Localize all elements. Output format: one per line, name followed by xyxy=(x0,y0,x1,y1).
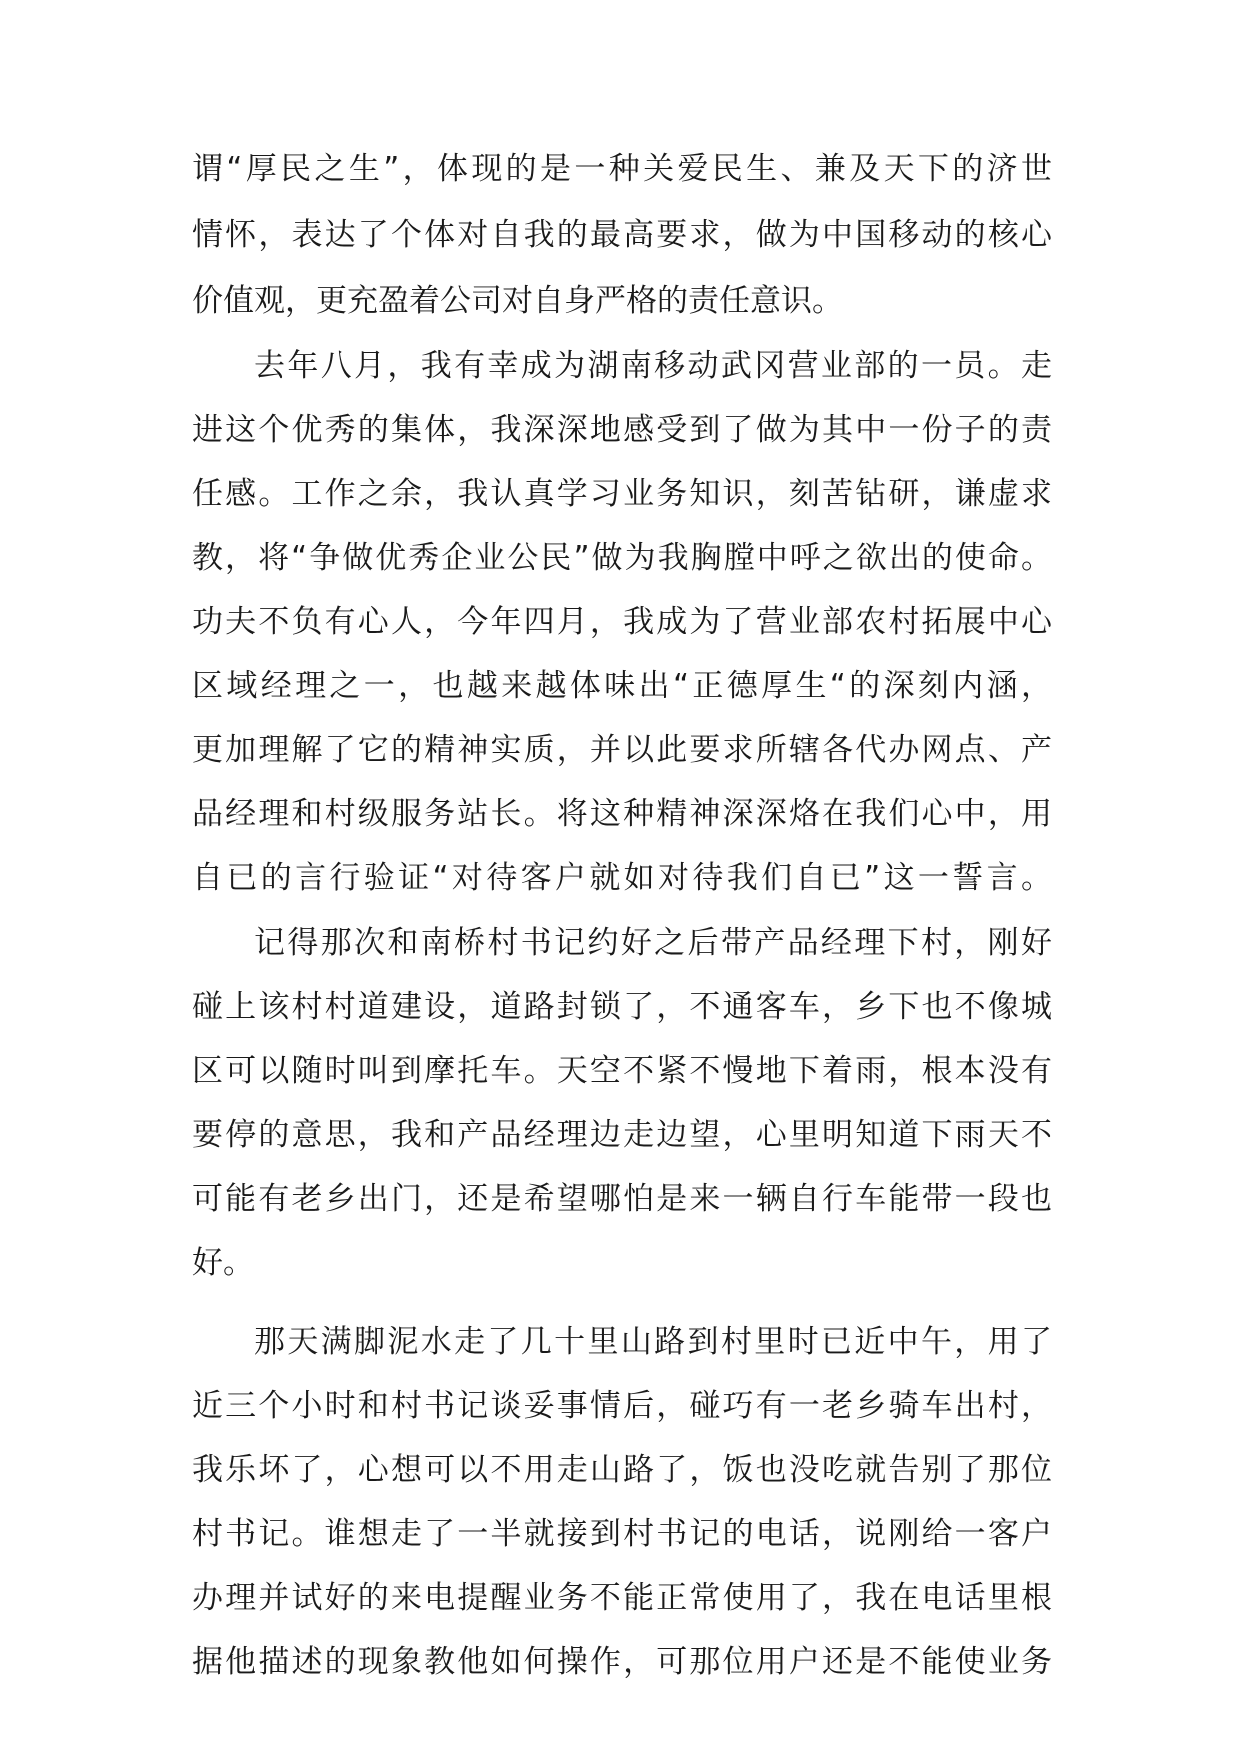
text-line: 可能有老乡出门，还是希望哪怕是来一辆自行车能带一段也 xyxy=(192,1181,1052,1217)
text-line: 办理并试好的来电提醒业务不能正常使用了，我在电话里根 xyxy=(192,1580,1052,1616)
text-line: 区域经理之一，也越来越体味出“正德厚生“的深刻内涵， xyxy=(192,668,1052,704)
text-line: 功夫不负有心人，今年四月，我成为了营业部农村拓展中心 xyxy=(192,604,1052,640)
text-line: 任感。工作之余，我认真学习业务知识，刻苦钻研，谦虚求 xyxy=(192,476,1052,512)
text-line: 碰上该村村道建设，道路封锁了，不通客车，乡下也不像城 xyxy=(192,989,1052,1025)
text-line: 自已的言行验证“对待客户就如对待我们自已”这一誓言。 xyxy=(192,860,1052,896)
text-line: 更加理解了它的精神实质，并以此要求所辖各代办网点、产 xyxy=(192,732,1052,768)
text-line: 谓“厚民之生”，体现的是一种关爱民生、兼及天下的济世 xyxy=(192,151,1052,187)
text-line: 进这个优秀的集体，我深深地感受到了做为其中一份子的责 xyxy=(192,412,1052,448)
text-line: 好。 xyxy=(192,1245,254,1281)
paragraph-first-line: 那天满脚泥水走了几十里山路到村里时已近中午，用了 xyxy=(254,1324,1052,1360)
paragraph-first-line: 去年八月，我有幸成为湖南移动武冈营业部的一员。走 xyxy=(254,348,1052,384)
text-line: 品经理和村级服务站长。将这种精神深深烙在我们心中，用 xyxy=(192,796,1052,832)
text-line: 村书记。谁想走了一半就接到村书记的电话，说刚给一客户 xyxy=(192,1516,1052,1552)
text-line: 近三个小时和村书记谈妥事情后，碰巧有一老乡骑车出村， xyxy=(192,1388,1052,1424)
text-line: 情怀，表达了个体对自我的最高要求，做为中国移动的核心 xyxy=(192,217,1052,253)
text-line: 据他描述的现象教他如何操作，可那位用户还是不能使业务 xyxy=(192,1644,1052,1680)
text-line: 区可以随时叫到摩托车。天空不紧不慢地下着雨，根本没有 xyxy=(192,1053,1052,1089)
paragraph-first-line: 记得那次和南桥村书记约好之后带产品经理下村，刚好 xyxy=(254,925,1052,961)
text-line: 价值观，更充盈着公司对自身严格的责任意识。 xyxy=(192,283,843,319)
text-line: 我乐坏了，心想可以不用走山路了，饭也没吃就告别了那位 xyxy=(192,1452,1052,1488)
text-line: 要停的意思，我和产品经理边走边望，心里明知道下雨天不 xyxy=(192,1117,1052,1153)
text-line: 教，将“争做优秀企业公民”做为我胸膛中呼之欲出的使命。 xyxy=(192,540,1052,576)
